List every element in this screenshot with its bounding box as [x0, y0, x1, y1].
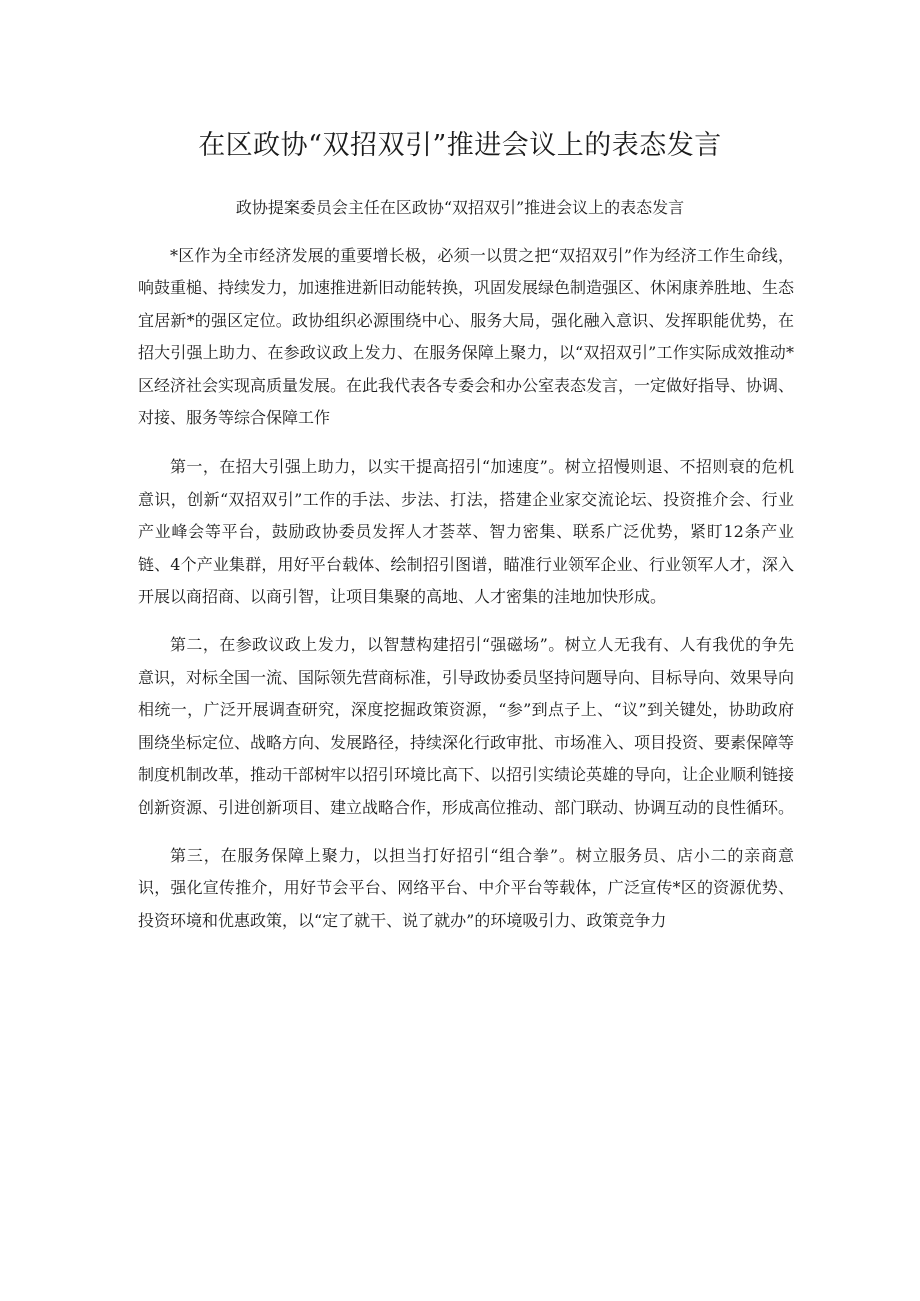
- paragraph-first: 第一，在招大引强上助力，以实干提高招引“加速度”。树立招慢则退、不招则衰的危机意识，创新“双招双引”工作的手法、步法、打法，搭建企业家交流论坛、投资推介会、行业产业峰会等平台，鼓励政协委员发挥人才荟萃、智力密集、联系广泛优势，紧盯12条产业链、4个产业集群，用好平台载体、绘制招引图谱，瞄准行业领军企业、行业领军人才，深入开展以商招商、以商引智，让项目集聚的高地、人才密集的洼地加快形成。: [138, 457, 794, 607]
- document-title: 在区政协“双招双引”推进会议上的表态发言: [198, 130, 722, 161]
- document-body: [138, 240, 794, 937]
- paragraph-second: 第二，在参政议政上发力，以智慧构建招引“强磁场”。树立人无我有、人有我优的争先意识，对标全国一流、国际领先营商标准，引导政协委员坚持问题导向、目标导向、效果导向相统一，广泛开展调查研究，深度挖掘政策资源，“参”到点子上、“议”到关键处，协助政府围绕坐标定位、战略方向、发展路径，持续深化行政审批、市场准入、项目投资、要素保障等制度机制改革，推动干部树牢以招引环境比高下、以招引实绩论英雄的导向，让企业顺利链接创新资源、引进创新项目、建立战略合作，形成高位推动、部门联动、协调互动的良性循环。: [138, 635, 795, 817]
- paragraph-third: 第三，在服务保障上聚力，以担当打好招引“组合拳”。树立服务员、店小二的亲商意识，强化宣传推介，用好节会平台、网络平台、中介平台等载体，广泛宣传*区的资源优势、投资环境和优惠政策，以“定了就干、说了就办”的环境吸引力、政策竞争力: [138, 845, 794, 930]
- paragraph-intro: *区作为全市经济发展的重要增长极，必须一以贯之把“双招双引”作为经济工作生命线，响鼓重槌、持续发力，加速推进新旧动能转换，巩固发展绿色制造强区、休闲康养胜地、生态宜居新*的强区定位。政协组织必源围绕中心、服务大局，强化融入意识、发挥职能优势，在招大引强上助力、在参政议政上发力、在服务保障上聚力，以“双招双引”工作实际成效推动*区经济社会实现高质量发展。在此我代表各专委会和办公室表态发言，一定做好指导、协调、对接、服务等综合保障工作: [138, 246, 795, 428]
- document-subtitle: 政协提案委员会主任在区政协“双招双引”推进会议上的表态发言: [235, 198, 685, 217]
